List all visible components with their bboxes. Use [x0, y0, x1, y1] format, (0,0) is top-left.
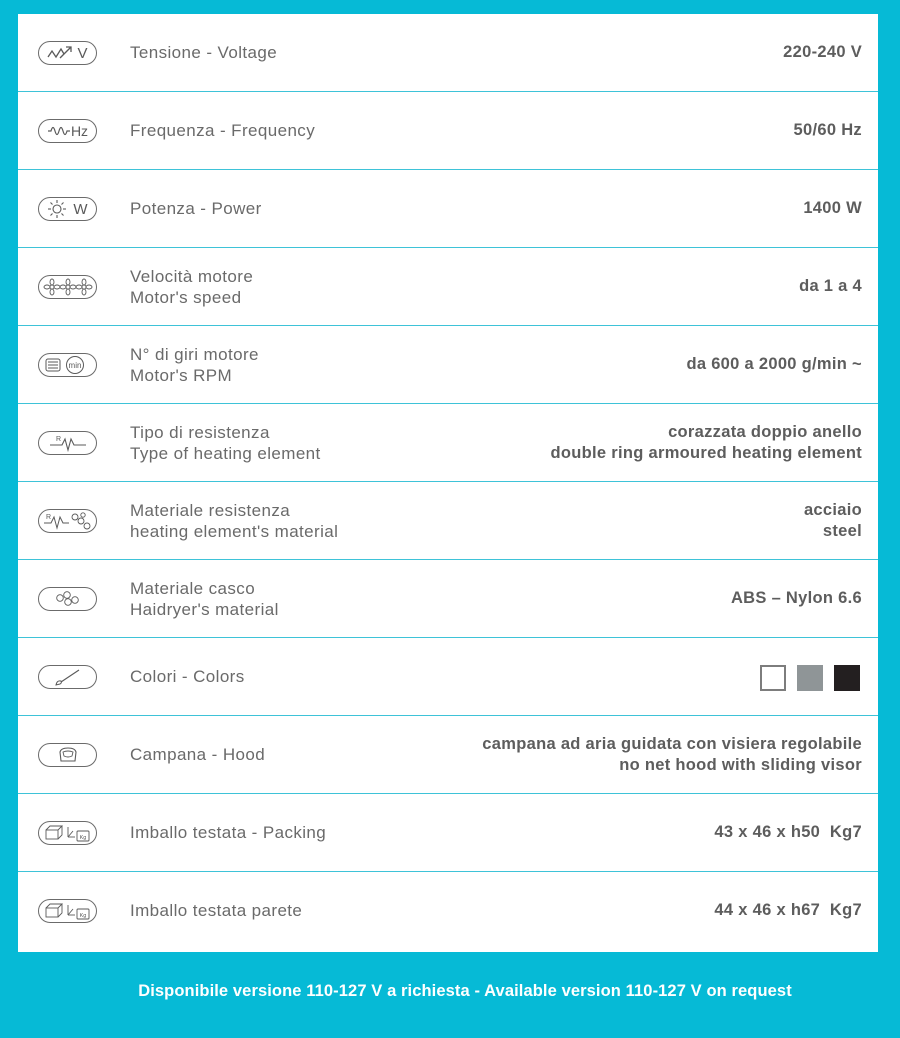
resistance-material-icon-text: R	[45, 514, 51, 521]
spec-label: Imballo testata - Packing	[130, 823, 327, 842]
spec-row-colors	[18, 638, 878, 716]
spec-value-en: double ring armoured heating element	[550, 443, 862, 462]
power-icon	[38, 197, 97, 221]
color-swatches	[760, 665, 860, 691]
spec-row-voltage	[18, 14, 878, 92]
spec-label: Frequenza - Frequency	[130, 121, 316, 140]
spec-label: Imballo testata parete	[130, 901, 303, 920]
resistance-icon	[38, 431, 97, 455]
spec-value: da 600 a 2000 g/min ~	[686, 355, 862, 373]
spec-value-en: no net hood with sliding visor	[619, 755, 862, 774]
spec-label: Materiale resistenza	[130, 500, 291, 520]
voltage-icon	[38, 41, 97, 65]
spec-value: ABS – Nylon 6.6	[730, 589, 862, 607]
packing-icon	[38, 821, 97, 845]
spec-label: Colori - Colors	[130, 667, 245, 686]
spec-value: da 1 a 4	[799, 277, 862, 295]
spec-value: 44 x 46 x h67 Kg7	[714, 901, 862, 919]
spec-value: corazzata doppio anello	[668, 422, 862, 441]
spec-label: Potenza - Power	[130, 199, 262, 218]
spec-row-power	[18, 170, 878, 248]
spec-label: Velocità motore	[130, 266, 254, 286]
color-swatch-black	[834, 665, 860, 691]
rpm-icon-text: min	[68, 361, 81, 370]
spec-table	[18, 14, 878, 952]
molecule-icon	[38, 587, 97, 611]
spec-row-motor-speed	[18, 248, 878, 326]
spec-row-frequency	[18, 92, 878, 170]
spec-value-en: steel	[822, 521, 862, 540]
hood-icon	[38, 743, 97, 767]
spec-label: Materiale casco	[130, 578, 256, 598]
spec-row-hood	[18, 716, 878, 794]
packing-icon-text: Kg	[79, 835, 86, 841]
color-swatch-white	[760, 665, 786, 691]
spec-row-packing	[18, 794, 878, 872]
spec-label-en: Motor's speed	[130, 287, 242, 307]
spec-value: 43 x 46 x h50 Kg7	[714, 823, 862, 841]
spec-label-en: Type of heating element	[130, 443, 321, 463]
voltage-icon-text: V	[77, 44, 88, 62]
packing-wall-icon	[38, 899, 97, 923]
spec-label: Tensione - Voltage	[130, 43, 278, 62]
rpm-icon	[38, 353, 97, 377]
spec-label: N° di giri motore	[130, 344, 259, 364]
motor-speed-icon	[38, 275, 97, 299]
resistance-material-icon	[38, 509, 97, 533]
spec-label-en: heating element's material	[130, 521, 339, 541]
spec-row-rpm	[18, 326, 878, 404]
packing-wall-icon-text: Kg	[79, 913, 86, 919]
spec-row-packing-wall	[18, 872, 878, 949]
resistance-icon-text: R	[55, 436, 61, 443]
spec-label: Tipo di resistenza	[130, 422, 270, 442]
spec-row-hairdryer-material	[18, 560, 878, 638]
spec-value: acciaio	[803, 500, 862, 519]
power-icon-text: W	[73, 200, 88, 218]
brush-icon	[38, 665, 97, 689]
frequency-icon-text: Hz	[70, 123, 89, 139]
spec-label-en: Motor's RPM	[130, 365, 233, 385]
spec-label: Campana - Hood	[130, 745, 266, 764]
frequency-icon	[38, 119, 97, 143]
spec-row-heating-type	[18, 404, 878, 482]
spec-value: 220-240 V	[783, 43, 862, 61]
spec-value: campana ad aria guidata con visiera regolabile	[482, 734, 862, 753]
availability-note: Disponibile versione 110-127 V a richiesta - Available version 110-127 V on request	[138, 982, 792, 1000]
spec-label-en: Haidryer's material	[130, 599, 279, 619]
spec-row-heating-material	[18, 482, 878, 560]
spec-value: 50/60 Hz	[793, 121, 862, 139]
color-swatch-grey	[797, 665, 823, 691]
spec-value: 1400 W	[803, 199, 862, 217]
